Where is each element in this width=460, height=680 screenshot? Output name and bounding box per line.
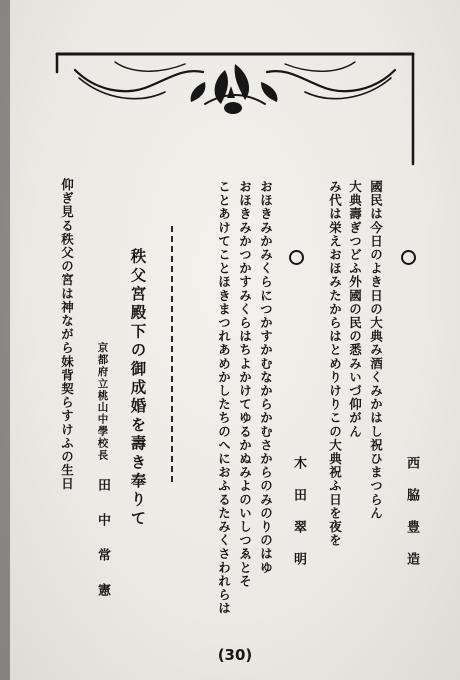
poem-line: み代は栄えおほみたからはとめりけりこの大典祝ふ日を夜を [327, 180, 343, 548]
page-number: (30) [217, 646, 253, 664]
poem-title: 秩父宮殿下の御成婚を壽き奉りて [128, 248, 148, 529]
circle-bullet [289, 250, 304, 265]
poem-author: 田中常憲 [95, 478, 110, 618]
circle-bullet [401, 250, 416, 265]
poem-line: 大典壽ぎつどふ外國の民の悉みいづ仰がん [347, 180, 363, 439]
page-edge-shadow [0, 0, 10, 680]
poem-author: 木田翠明 [291, 456, 306, 584]
author-affiliation: 京都府立桃山中學校長 [96, 342, 109, 461]
floral-ornament-header [55, 42, 415, 167]
poem-line: おほきみかみくらにつかすかむなからかむさからのみのりのはゆ [258, 180, 274, 575]
poem-line: おほきみかつかすみくらはちよかけてゆるかぬみよのいしつゑとそ [237, 180, 253, 588]
poem-author: 西脇豊造 [404, 456, 419, 584]
poem-line: 國民は今日のよき日の大典み酒くみかはし祝ひまつらん [368, 180, 384, 520]
dashed-separator [171, 226, 173, 482]
poem-line: 仰ぎ見る秩父の宮は神ながら妹背契らすけふの生日 [59, 178, 75, 491]
poem-line: ことあけてことほきまつれあめかしたちのへにおふるたみくさわれらは [216, 180, 232, 616]
